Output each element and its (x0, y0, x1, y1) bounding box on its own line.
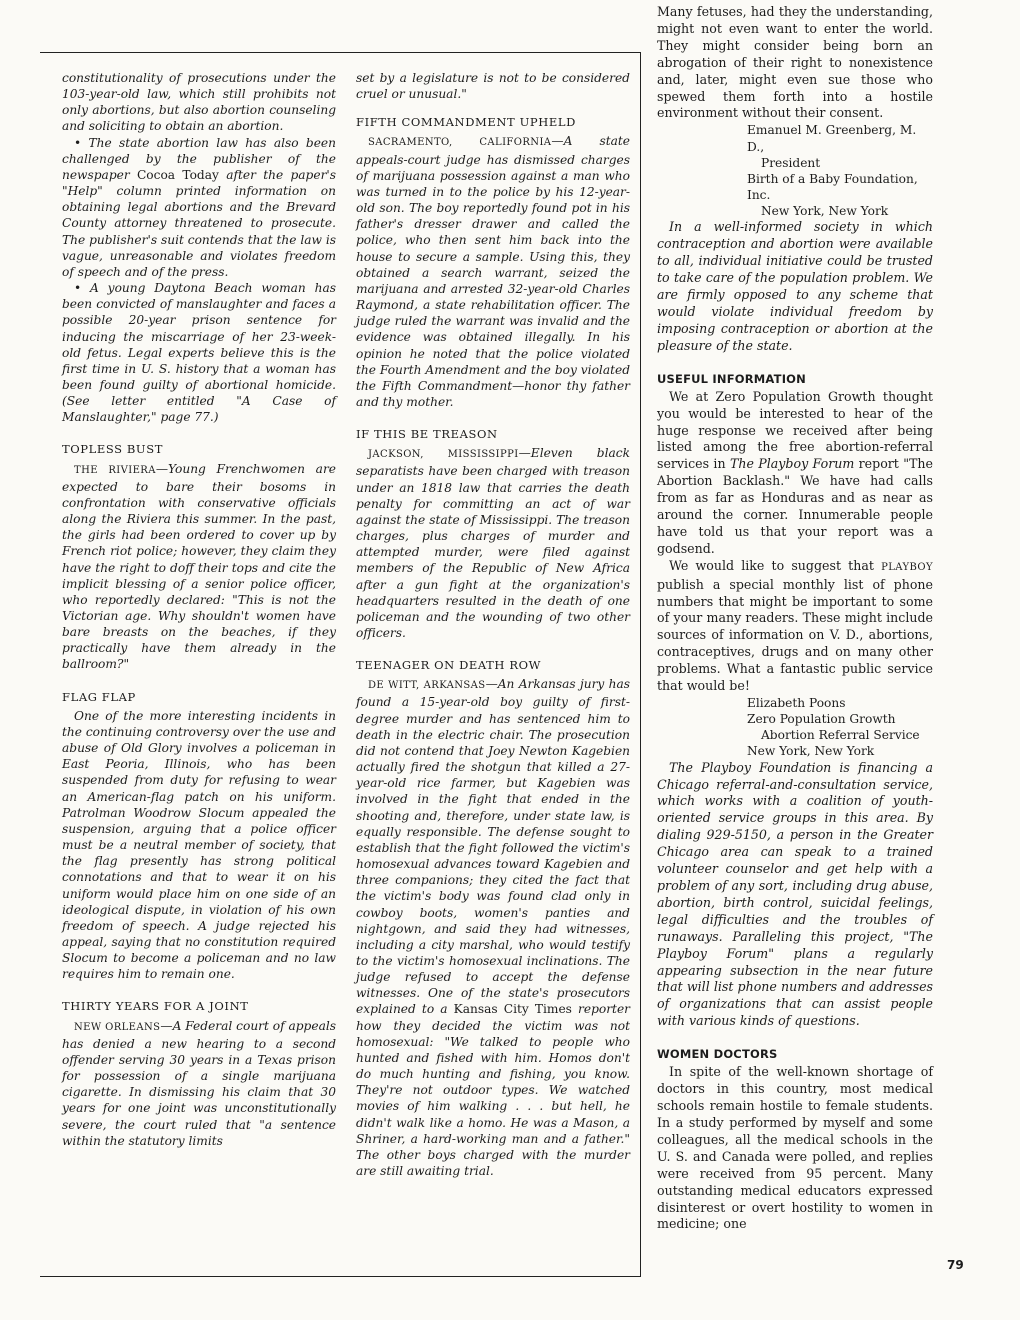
column-2 (356, 70, 630, 1179)
treason-article: JACKSON, MISSISSIPPI—Eleven black separatists have been charged with treason under an 1818 law that carries the death penalty for committing an act of war against the state of Mississippi. The treason charges, plus charges of murder and attempted murder, were filed against members of the Republic of New Africa after a gun fight at the organization's headquarters resulted in the death of one policeman and the wounding of two other officers. (356, 446, 630, 640)
women-doctors-heading: WOMEN DOCTORS (657, 1047, 778, 1062)
page-number: 79 (947, 1258, 964, 1272)
flag-flap-article: One of the more interesting incidents in the continuing controversy over the use and abuse of Old Glory involves a policeman in East Peoria, Illinois, who has been suspended from duty for refusing to wear an American-flag patch on his uniform. Patrolman Woodrow Slocum appealed the suspension, arguing that a police officer must be a neutral member of society, that the flag presently has strong political connotations and that to wear it on his uniform would place him on one side of an ideological dispute, in violation of his own freedom of speech. A judge rejected his appeal, saying that no constitution required Slocum to become a policeman and no law requires him to remain one. (62, 708, 336, 982)
fifth-commandment-article: SACRAMENTO, CALIFORNIA—A state appeals-court judge has dismissed charges of marijuana possession against a man who was turned in to the police by his 12-year-old son. The boy reportedly found pot in his father's dresser drawer and called the police, who then sent him back into the house to secure a sample. Using this, they obtained a search warrant, seized the marijuana and arrested 32-year-old Charles Raymond, a state rehabilitation officer. The judge ruled the warrant was invalid and the evidence was obtained illegally. In his opinion he noted that the police violated the Fourth Amendment and the boy violated the Fifth Commandment—honor thy father and thy mother. (356, 134, 630, 409)
dateline: THE RIVIERA (74, 464, 156, 476)
thirty-years-heading: THIRTY YEARS FOR A JOINT (62, 999, 249, 1014)
dateline: SACRAMENTO, CALIFORNIA (368, 137, 552, 149)
thirty-years-article: NEW ORLEANS—A Federal court of appeals has denied a new hearing to a second offender serving 30 years in a Texas prison for possession of a single marijuana cigarette. In dismissing his claim that 30 years for one joint was unconstitutionally severe, the court ruled that "a sentence within the statutory limits (62, 1018, 336, 1148)
editor-reply: In a well-informed society in which contraception and abortion were available to all, individual initiative could be trusted to take care of the population problem. We are firmly opposed to any scheme that would violate individual freedom by imposing contraception or abortion at the pleasure of the state. (657, 219, 933, 353)
signature-name: Elizabeth Poons (747, 696, 846, 710)
signature-organization: Zero Population Growth (747, 712, 896, 727)
thirty-years-continued: set by a legislature is not to be considered cruel or unusual." (356, 71, 630, 102)
useful-information-heading: USEFUL INFORMATION (657, 371, 806, 386)
editor-reply: The Playboy Foundation is financing a Chicago referral-and-consultation service, which works with a coalition of youth-oriented service groups in this area. By dialing 929-5150, a person in the Greater Chicago area can speak to a trained volunteer counselor and get help with a problem of any sort, including drug abuse, abortion, birth control, suicidal feelings, legal difficulties and the troubles of runaways. Paralleling this project, "The Playboy Forum" plans a regularly appearing subsection in the near future that will list phone numbers and addresses of organizations that can assist people with various kinds of questions. (657, 759, 933, 1029)
fifth-commandment-heading: FIFTH COMMANDMENT UPHELD (356, 115, 576, 130)
newspaper-name: Kansas City Times (453, 1002, 572, 1017)
signature-organization: Birth of a Baby Foundation, Inc. (747, 171, 918, 202)
signature-city: New York, New York (761, 204, 889, 219)
column-3 (657, 4, 933, 1233)
topless-bust-heading: TOPLESS BUST (62, 442, 163, 457)
signature-name: Emanuel M. Greenberg, M. D., (747, 123, 917, 154)
cocoa-today-paragraph: • The state abortion law has also been challenged by the publisher of the newspaper Cocoa Today after the paper's "Help" column printed information on obtaining legal abortions and the Brevard County attorney threatened to prosecute. The publisher's suit contends that the law is vague, unreasonable and violates freedom of speech and of the press. (62, 135, 337, 279)
death-row-article: DE WITT, ARKANSAS—An Arkansas jury has found a 15-year-old boy guilty of first-degree murder and has sentenced him to death in the electric chair. The prosecution did not contend that Joey Newton Kagebien actually fired the shotgun that killed a 27-year-old rice farmer, but Kagebien was involved in the fight that ended in the shooting and, therefore, under state law, is equally responsible. The defense sought to establish that the fight followed the victim's homosexual advances toward Kagebien and three companions; they cited the fact that the victim's body was found clad only in cowboy boots, women's panties and nightgown, and said they had witnesses, including a city marshal, who would testify to the victim's homosexual inclinations. The judge refused to accept the defense witnesses. One of the state's prosecutors explained to a Kansas City Times reporter how they decided the victim was not homosexual: "We talked to people who hunted and fished with him. Homos don't do much hunting and fishing, you know. They're not outdoor types. We watched movies of him walking . . . but hell, he didn't walk like a homo. He was a Mason, a Shriner, a hard-working man and a father." The other boys charged with the murder are still awaiting trial. (356, 677, 630, 1178)
signature-city: New York, New York (747, 744, 875, 759)
dateline: DE WITT, ARKANSAS (368, 680, 486, 692)
dateline: NEW ORLEANS (74, 1021, 161, 1033)
newspaper-name: Cocoa Today (136, 167, 219, 182)
column-1 (62, 70, 336, 1149)
women-doctors-letter: In spite of the well-known shortage of doctors in this country, most medical schools remain hostile to female students. In a study performed by myself and some colleagues, all the medical schools in the U. S. and Canada were polled, and replies were received from 95 percent. Many outstanding medical educators expressed disinterest or overt hostility to women in medicine; one (657, 1064, 933, 1232)
useful-information-suggestion: We would like to suggest that PLAYBOY publish a special monthly list of phone numbers that might be important to some of your many readers. These might include sources of information on V. D., abortions, contraceptives, drugs and on many other problems. What a fantastic public service that would be! (657, 557, 933, 694)
treason-heading: IF THIS BE TREASON (356, 427, 498, 442)
signature-title: President (761, 155, 821, 170)
useful-information-letter: We at Zero Population Growth thought you would be interested to hear of the huge response we received after being listed among the free abortion-referral services in The Playboy Forum report "The Abortion Backlash." We have had calls from as far as Honduras and as near as around the corner. Innumerable people have told us that your report was a godsend. (657, 388, 933, 556)
abortion-law-paragraph: constitutionality of prosecutions under the 103-year-old law, which still prohibits not only abortions, but also abortion counseling and soliciting to obtain an abortion. (62, 71, 336, 134)
topless-bust-article: THE RIVIERA—Young Frenchwomen are expected to bare their bosoms in confrontation with conservative officials along the Riviera this summer. In the past, the girls had been ordered to cover up by French riot police; however, they claim they have the right to doff their tops and cite the implicit blessing of a senior police officer, who reportedly declared: "This is not the Victorian age. Why shouldn't women have bare breasts on the beaches, if they practically have them already in the ballroom?" (62, 461, 336, 672)
daytona-paragraph: • A young Daytona Beach woman has been convicted of manslaughter and faces a possible 20-year prison sentence for inducing the miscarriage of her 23-week-old fetus. Legal experts believe this is the first time in U. S. history that a woman has been found guilty of abortional homicide. (See letter entitled "A Case of Manslaughter," page 77.) (62, 281, 336, 425)
playboy-name: PLAYBOY (881, 561, 933, 573)
forum-title: The Playboy Forum (729, 456, 855, 472)
fetus-letter-paragraph: Many fetuses, had they the understanding, might not even want to enter the world. They might consider being born an abrogation of their right to nonexistence and, later, might even sue those who spewed them forth into a hostile environment without their consent. (657, 4, 933, 121)
flag-flap-heading: FLAG FLAP (62, 689, 136, 704)
dateline: JACKSON, MISSISSIPPI (368, 449, 519, 461)
death-row-heading: TEENAGER ON DEATH ROW (356, 658, 542, 673)
signature-organization: Abortion Referral Service (761, 728, 920, 743)
